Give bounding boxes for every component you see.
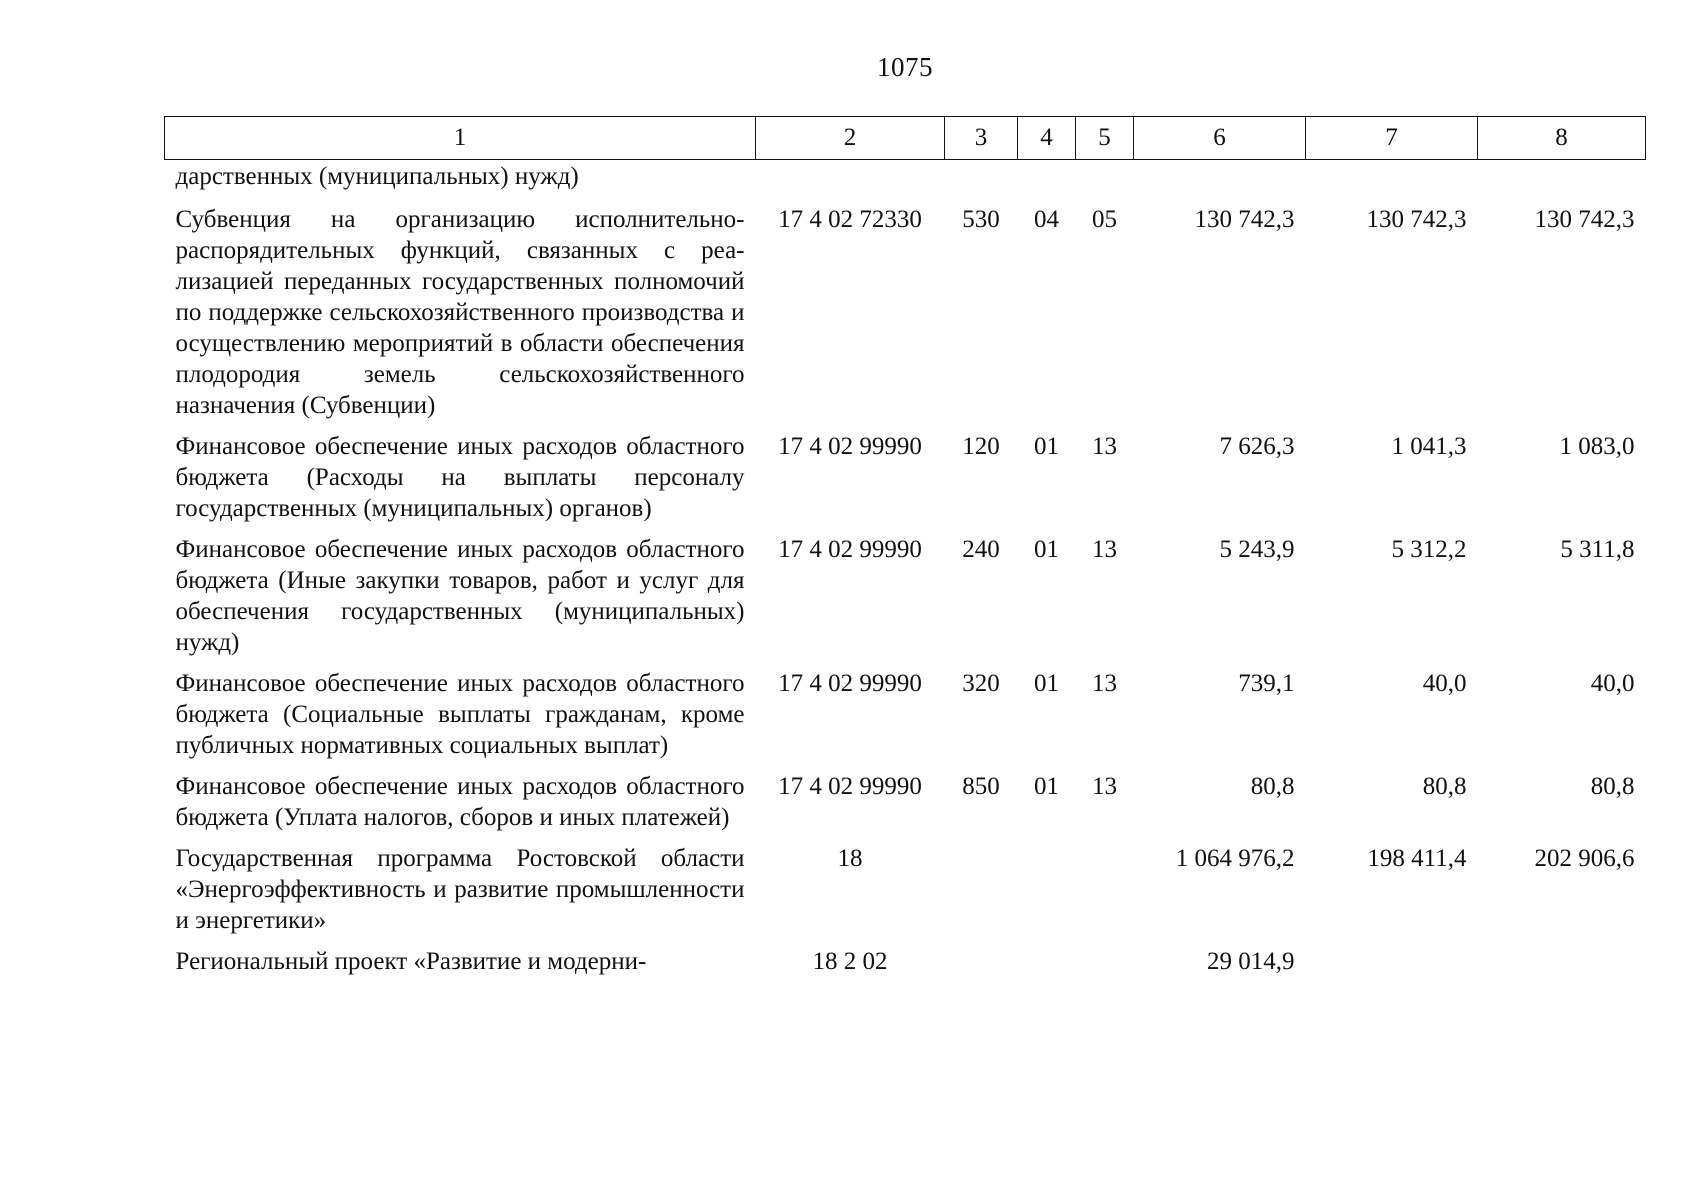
subsection-code	[1076, 843, 1134, 946]
row-description: Субвенция на организацию исполнительно-распорядительных функций, связанных с реализацией переданных государственных полномочий по поддержке сельскохозяйственного производства и осуществлению мероприятий в области обеспечения плодородия земель сельскохозяйственного назначения (Субвенции)	[175, 206, 745, 419]
amount-year-2: 5 312,2	[1391, 536, 1467, 563]
table-row	[165, 668, 1646, 771]
table-row	[165, 204, 1646, 431]
amount-year-2	[1306, 946, 1478, 987]
column-header-3: 3	[945, 117, 1018, 160]
row-description: Региональный проект «Развитие и модерни-	[175, 948, 647, 975]
subsection-code: 05	[1092, 206, 1117, 233]
budget-table	[164, 116, 1646, 987]
target-article-code: 17 4 02 72330	[778, 206, 922, 233]
amount-year-2: 1 041,3	[1391, 433, 1467, 460]
subsection-code: 13	[1092, 670, 1117, 697]
target-article-code: 17 4 02 99990	[778, 670, 922, 697]
amount-year-3: 5 311,8	[1560, 536, 1635, 563]
amount-year-1: 7 626,3	[1219, 433, 1295, 460]
subsection-code: 13	[1092, 773, 1117, 800]
column-header-2: 2	[756, 117, 945, 160]
expense-type-code: 850	[962, 773, 1000, 800]
table-row	[165, 534, 1646, 668]
target-article-code: 17 4 02 99990	[778, 773, 922, 800]
column-header-6: 6	[1134, 117, 1306, 160]
page-number: 1075	[877, 52, 933, 82]
amount-year-3: 40,0	[1590, 670, 1635, 697]
expense-type-code: 320	[962, 670, 1000, 697]
expense-type-code	[945, 843, 1018, 946]
column-header-1: 1	[165, 117, 756, 160]
column-header-8: 8	[1478, 117, 1646, 160]
amount-year-3: 130 742,3	[1534, 206, 1635, 233]
column-header-5: 5	[1076, 117, 1134, 160]
table-row	[165, 431, 1646, 534]
column-header-4: 4	[1018, 117, 1076, 160]
section-code	[1018, 946, 1076, 987]
expense-type-code: 120	[962, 433, 1000, 460]
section-code: 01	[1034, 536, 1059, 563]
amount-year-1: 130 742,3	[1194, 206, 1295, 233]
row-description: Финансовое обеспечение иных расходов областного бюджета (Уплата налогов, сборов и иных платежей)	[175, 773, 745, 831]
target-article-code: 17 4 02 99990	[778, 433, 922, 460]
target-article-code: 17 4 02 99990	[778, 536, 922, 563]
table-row	[165, 946, 1646, 987]
row-description: Финансовое обеспечение иных расходов областного бюджета (Расходы на выплаты персоналу государственных (муниципальных) органов)	[175, 433, 745, 522]
row-description: Финансовое обеспечение иных расходов областного бюджета (Иные закупки товаров, работ и услуг для обеспечения государственных (муниципальных) нужд)	[175, 536, 745, 656]
amount-year-2: 40,0	[1422, 670, 1467, 697]
amount-year-1: 29 014,9	[1207, 948, 1295, 975]
continued-text: дарственных (муниципальных) нужд)	[175, 163, 579, 190]
amount-year-1: 1 064 976,2	[1175, 845, 1295, 872]
expense-type-code: 530	[962, 206, 1000, 233]
row-description: Государственная программа Ростовской области «Энергоэффективность и развитие промышленности и энергетики»	[175, 845, 745, 934]
expense-type-code	[945, 946, 1018, 987]
subsection-code: 13	[1092, 536, 1117, 563]
table-header	[165, 117, 1646, 160]
subsection-code: 13	[1092, 433, 1117, 460]
amount-year-2: 130 742,3	[1366, 206, 1467, 233]
row-description: Финансовое обеспечение иных расходов областного бюджета (Социальные выплаты гражданам, кроме публичных нормативных социальных выплат)	[175, 670, 745, 759]
table-row	[165, 771, 1646, 843]
table-row-continuation	[165, 160, 1646, 205]
table-row	[165, 843, 1646, 946]
amount-year-1: 5 243,9	[1219, 536, 1295, 563]
expense-type-code: 240	[962, 536, 1000, 563]
subsection-code	[1076, 946, 1134, 987]
amount-year-2: 198 411,4	[1367, 845, 1467, 872]
section-code: 04	[1034, 206, 1059, 233]
amount-year-3: 80,8	[1590, 773, 1635, 800]
amount-year-3: 1 083,0	[1559, 433, 1635, 460]
target-article-code: 18 2 02	[812, 948, 888, 975]
amount-year-1: 80,8	[1250, 773, 1295, 800]
column-header-7: 7	[1306, 117, 1478, 160]
target-article-code: 18	[837, 845, 863, 872]
section-code: 01	[1034, 670, 1059, 697]
section-code	[1018, 843, 1076, 946]
section-code: 01	[1034, 773, 1059, 800]
section-code: 01	[1034, 433, 1059, 460]
amount-year-2: 80,8	[1422, 773, 1467, 800]
amount-year-3	[1478, 946, 1646, 987]
amount-year-3: 202 906,6	[1534, 845, 1635, 872]
amount-year-1: 739,1	[1238, 670, 1295, 697]
